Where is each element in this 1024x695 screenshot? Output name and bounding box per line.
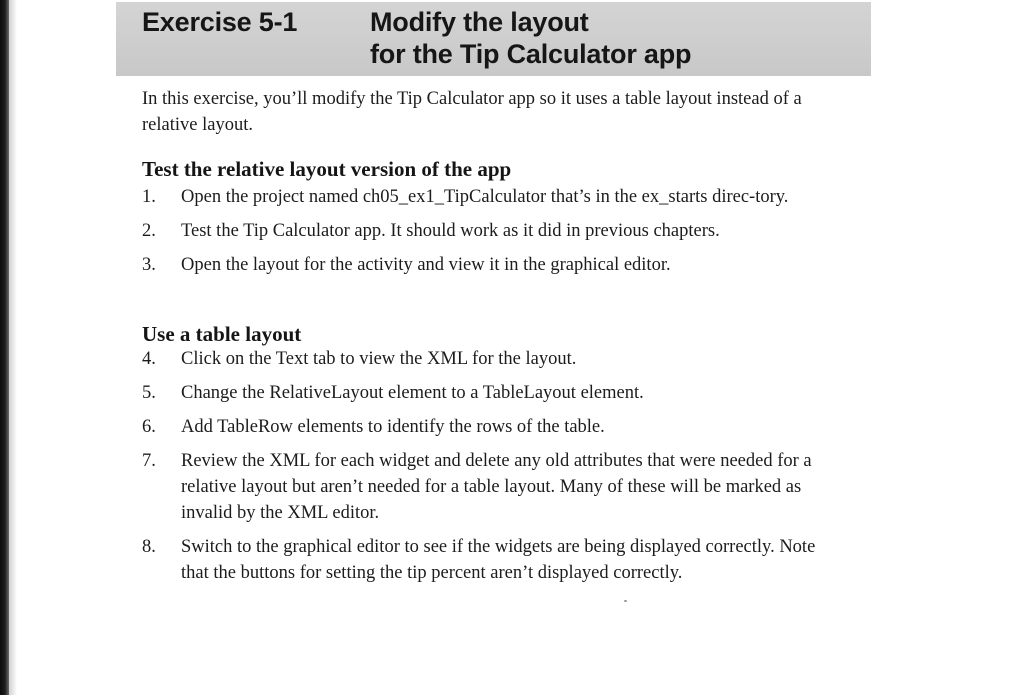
page-binding-shadow [0, 0, 9, 695]
steps-list-use-table-layout [142, 346, 842, 594]
step-number: 8. [142, 537, 156, 557]
exercise-title-line-1: Modify the layout [370, 7, 589, 37]
step-item [142, 448, 842, 526]
step-text: Switch to the graphical editor to see if the widgets are being displayed correctly. Note that the buttons for setting the tip percent aren’t displayed correctly. [181, 537, 816, 583]
step-item [142, 534, 842, 586]
step-text: Test the Tip Calculator app. It should work as it did in previous chapters. [181, 221, 720, 241]
step-item [142, 380, 842, 406]
page-binding-fade [9, 0, 17, 695]
step-number: 1. [142, 187, 156, 207]
exercise-number: Exercise 5-1 [142, 7, 298, 37]
step-item [142, 252, 842, 278]
step-text: Open the project named ch05_ex1_TipCalculator that’s in the ex_starts direc-tory. [181, 187, 789, 207]
step-item [142, 346, 842, 372]
exercise-title [370, 6, 691, 70]
step-number: 2. [142, 221, 156, 241]
paper-speck [624, 600, 627, 602]
step-item [142, 184, 842, 210]
step-item [142, 218, 842, 244]
section-heading-test-relative-layout: Test the relative layout version of the app [142, 157, 512, 181]
step-number: 3. [142, 255, 156, 275]
step-item [142, 414, 842, 440]
step-number: 6. [142, 417, 156, 437]
step-text: Add TableRow elements to identify the rows of the table. [181, 417, 605, 437]
step-text: Click on the Text tab to view the XML for the layout. [181, 349, 577, 369]
steps-list-test-relative-layout [142, 184, 842, 286]
step-number: 5. [142, 383, 156, 403]
step-text: Review the XML for each widget and delete any old attributes that were needed for a relative layout but aren’t needed for a table layout. Many of these will be marked as invalid by the XML editor. [181, 451, 812, 523]
exercise-title-line-2: for the Tip Calculator app [370, 39, 692, 69]
step-number: 7. [142, 451, 156, 471]
step-number: 4. [142, 349, 156, 369]
intro-paragraph: In this exercise, you’ll modify the Tip Calculator app so it uses a table layout instead of a relative layout. [142, 89, 802, 135]
step-text: Open the layout for the activity and view it in the graphical editor. [181, 255, 671, 275]
section-heading-use-table-layout: Use a table layout [142, 322, 302, 346]
step-text: Change the RelativeLayout element to a TableLayout element. [181, 383, 644, 403]
